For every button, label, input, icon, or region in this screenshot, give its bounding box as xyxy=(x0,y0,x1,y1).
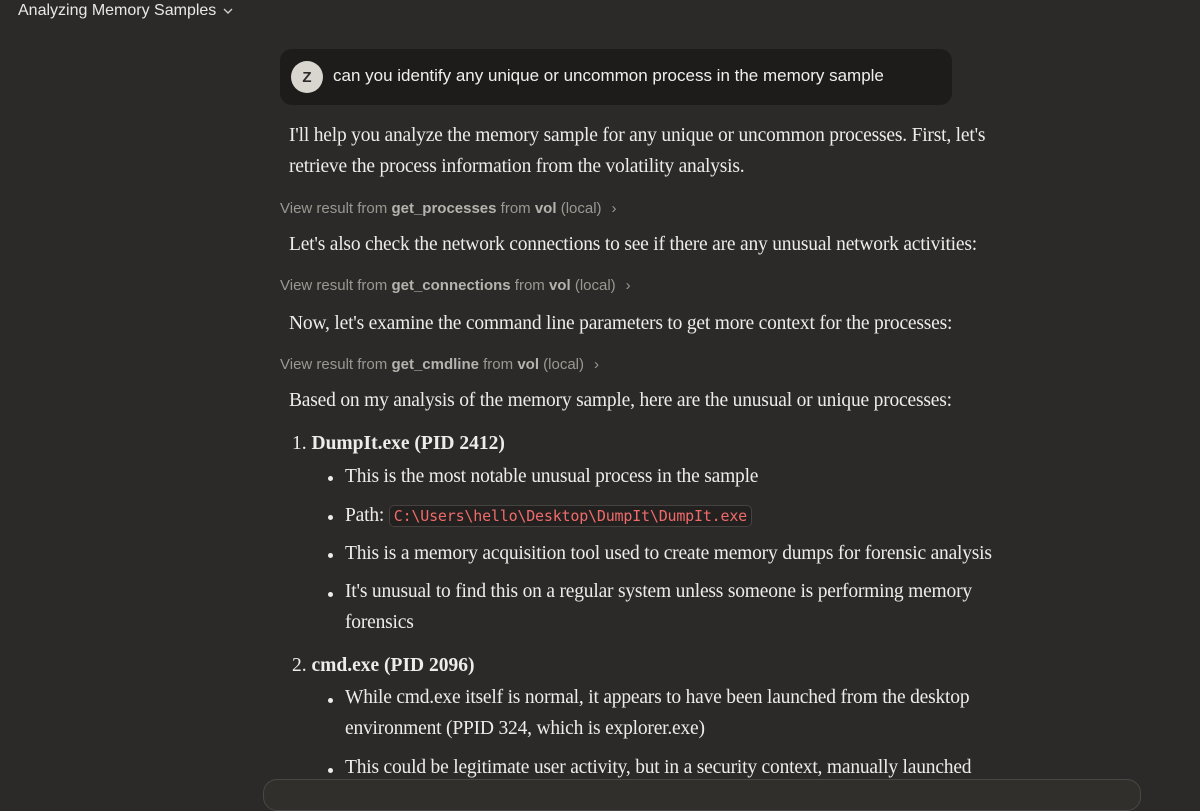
bullet-icon xyxy=(328,592,333,597)
chevron-right-icon: › xyxy=(611,200,617,217)
assistant-paragraph-4: Based on my analysis of the memory sample, here are the unusual or unique processes: xyxy=(289,390,952,411)
tool-server: vol xyxy=(548,277,571,294)
bullet-icon xyxy=(328,553,333,558)
bullet-line-1: While cmd.exe itself is normal, it appears to have been launched from the desktop xyxy=(345,687,970,708)
top-bar xyxy=(0,0,1200,26)
chevron-right-icon: › xyxy=(594,356,600,373)
path-label: Path: xyxy=(345,505,389,526)
tool-prefix: View result from xyxy=(280,277,388,294)
intro-line-1: I'll help you analyze the memory sample for any unique or uncommon processes. First, let's xyxy=(289,125,986,146)
list-item-2-heading xyxy=(292,655,475,677)
user-avatar: Z xyxy=(291,61,323,93)
intro-line-2: retrieve the process information from the volatility analysis. xyxy=(289,156,745,177)
tool-name: get_connections xyxy=(391,277,511,294)
list-item-title: cmd.exe (PID 2096) xyxy=(311,655,475,676)
bullet-path xyxy=(345,500,752,532)
tool-name: get_cmdline xyxy=(391,356,479,373)
bullet-icon xyxy=(328,476,333,481)
chevron-down-icon xyxy=(222,5,234,17)
tool-server: vol xyxy=(517,356,539,373)
tool-suffix: (local) xyxy=(574,277,616,294)
tool-mid: from xyxy=(500,200,531,217)
bullet-text: This is the most notable unusual process in the sample xyxy=(345,466,759,487)
list-item-title: DumpIt.exe (PID 2412) xyxy=(311,433,505,454)
bullet-line-1: It's unusual to find this on a regular system unless someone is performing memory xyxy=(345,581,972,602)
assistant-intro xyxy=(289,120,985,182)
bullet-text xyxy=(345,576,972,638)
bullet-line-2: environment (PPID 324, which is explorer.exe) xyxy=(345,718,705,739)
tool-result-get-connections[interactable] xyxy=(280,277,631,294)
bullet-line-2: forensics xyxy=(345,612,414,633)
list-item-number: 2. xyxy=(292,655,307,676)
bullet-text xyxy=(345,682,969,744)
tool-suffix: (local) xyxy=(543,356,585,373)
tool-prefix: View result from xyxy=(280,356,388,373)
tool-server: vol xyxy=(534,200,557,217)
list-item-1-heading xyxy=(292,433,505,455)
tool-prefix: View result from xyxy=(280,200,388,217)
tool-result-get-cmdline[interactable] xyxy=(280,356,599,373)
user-message-text: can you identify any unique or uncommon process in the memory sample xyxy=(333,66,884,85)
bullet-icon xyxy=(328,515,333,520)
assistant-paragraph-2: Let's also check the network connections to see if there are any unusual network activities: xyxy=(289,234,977,255)
tool-result-get-processes[interactable] xyxy=(280,200,617,217)
bullet-icon xyxy=(328,698,333,703)
tool-name: get_processes xyxy=(391,200,497,217)
bullet-text: This is a memory acquisition tool used to create memory dumps for forensic analysis xyxy=(345,543,992,564)
tool-mid: from xyxy=(514,277,545,294)
list-item-number: 1. xyxy=(292,433,307,454)
bullet-text: This could be legitimate user activity, but in a security context, manually launched xyxy=(345,757,972,778)
conversation-title: Analyzing Memory Samples xyxy=(18,2,217,19)
bullet-icon xyxy=(328,768,333,773)
chevron-right-icon: › xyxy=(625,277,631,294)
assistant-paragraph-3: Now, let's examine the command line parameters to get more context for the processes: xyxy=(289,313,953,334)
tool-suffix: (local) xyxy=(560,200,602,217)
conversation-title-button[interactable] xyxy=(18,2,234,20)
tool-mid: from xyxy=(483,356,514,373)
path-code: C:\Users\hello\Desktop\DumpIt\DumpIt.exe xyxy=(389,505,752,527)
message-input-box[interactable] xyxy=(263,779,1141,811)
user-message xyxy=(280,49,952,105)
